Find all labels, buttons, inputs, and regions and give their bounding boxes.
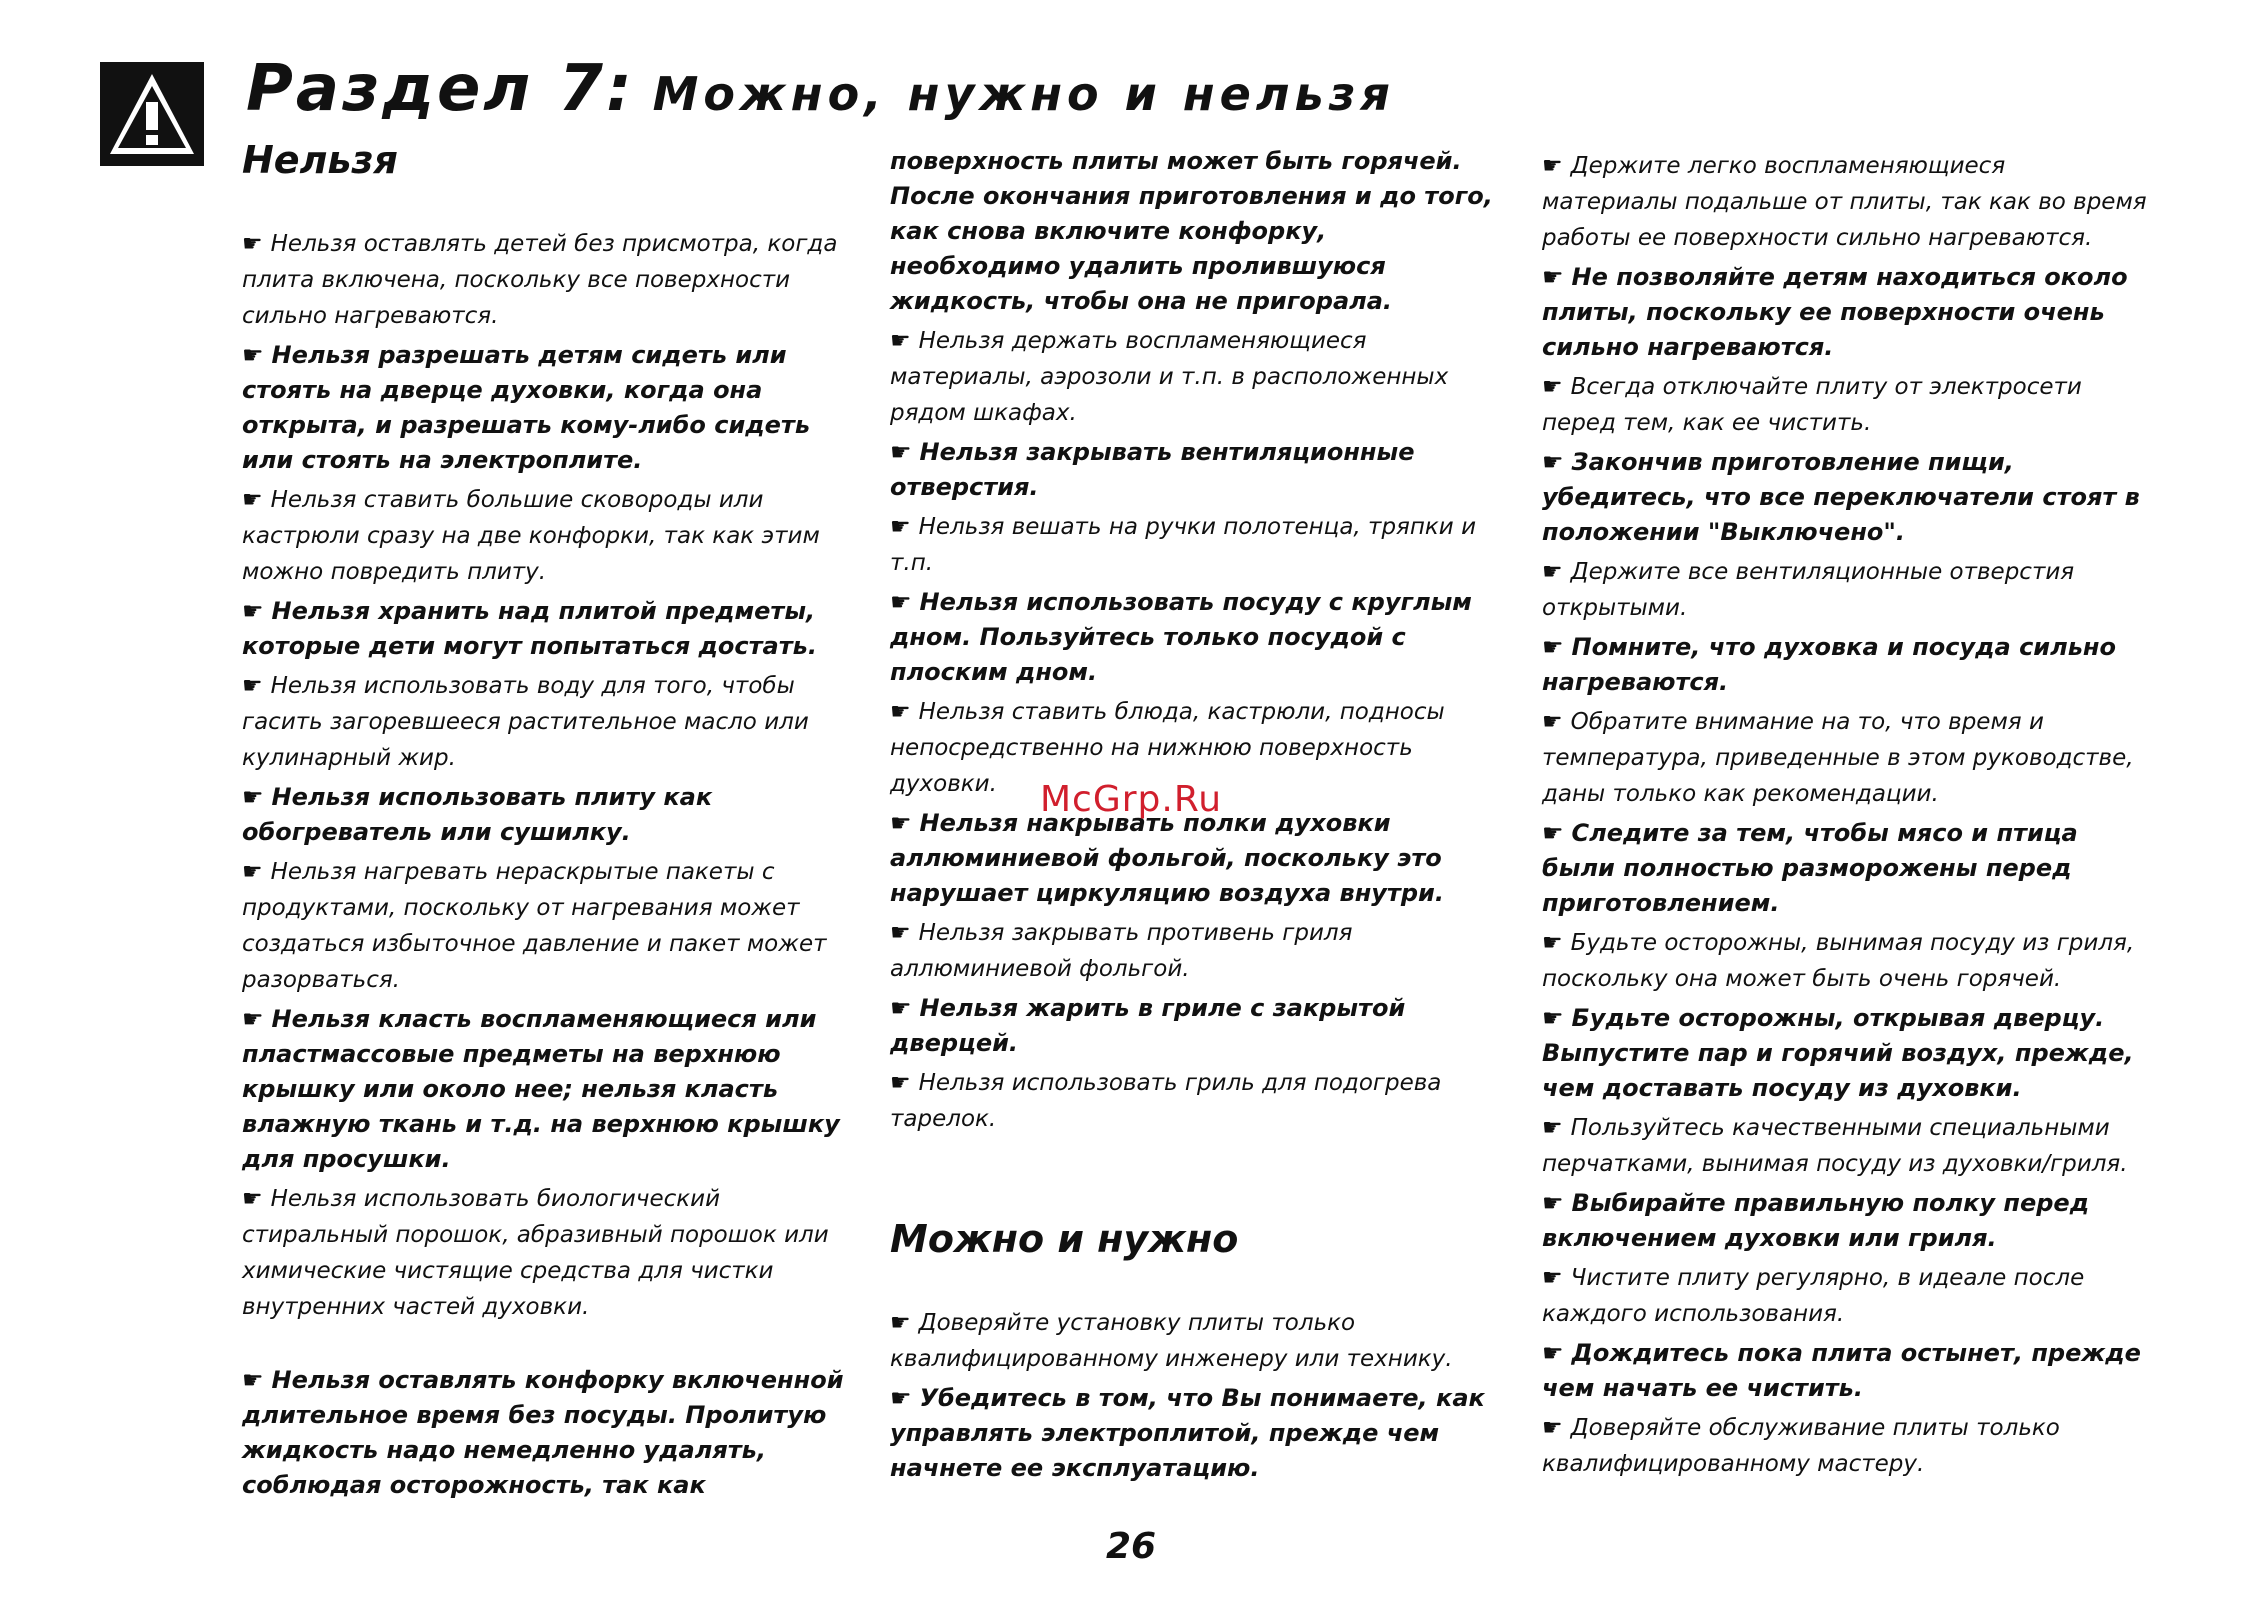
pointing-hand-icon: ☛: [890, 699, 911, 725]
list-item: ☛ Нельзя закрывать противень гриля аллюминиевой фольгой.: [890, 920, 1353, 982]
pointing-hand-icon: ☛: [242, 673, 263, 699]
continued-text: поверхность плиты может быть горячей. После окончания приготовления и до того, как снова включите конфорку, необходимо удалить пролившуюся жидкость, чтобы она не пригорала.: [890, 147, 1493, 315]
list-item: ☛ Держите легко воспламеняющиеся материалы подальше от плиты, так как во время работы ее поверхности сильно нагреваются.: [1542, 153, 2147, 251]
pointing-hand-icon: ☛: [890, 1070, 911, 1096]
pointing-hand-icon: ☛: [890, 588, 912, 616]
section-heading-nelzya: Нельзя: [242, 138, 398, 182]
list-item: ☛ Следите за тем, чтобы мясо и птица были полностью разморожены перед приготовлением.: [1542, 819, 2078, 917]
section-heading-mozhno: Можно и нужно: [890, 1217, 1239, 1261]
list-item: ☛ Нельзя жарить в гриле с закрытой дверцей.: [890, 994, 1406, 1057]
page-header: [246, 52, 1395, 126]
pointing-hand-icon: ☛: [1542, 448, 1564, 476]
pointing-hand-icon: ☛: [890, 994, 912, 1022]
pointing-hand-icon: ☛: [242, 231, 263, 257]
pointing-hand-icon: ☛: [1542, 153, 1563, 179]
list-item: ☛ Нельзя использовать плиту как обогреватель или сушилку.: [242, 783, 713, 846]
column-3: [1542, 148, 2147, 1486]
list-item: ☛ Нельзя оставлять конфорку включенной длительное время без посуды. Пролитую жидкость надо немедленно удалять, соблюдая осторожность, так как: [242, 1366, 844, 1499]
pointing-hand-icon: ☛: [1542, 1189, 1564, 1217]
list-item: ☛ Нельзя оставлять детей без присмотра, когда плита включена, поскольку все поверхности сильно нагреваются.: [242, 231, 838, 329]
pointing-hand-icon: ☛: [1542, 1415, 1563, 1441]
pointing-hand-icon: ☛: [890, 809, 912, 837]
section-title: Можно, нужно и нельзя: [652, 67, 1395, 121]
list-item: ☛ Нельзя ставить большие сковороды или кастрюли сразу на две конфорки, так как этим можно повредить плиту.: [242, 487, 820, 585]
list-item: ☛ Нельзя закрывать вентиляционные отверстия.: [890, 438, 1415, 501]
list-item: ☛ Всегда отключайте плиту от электросети перед тем, как ее чистить.: [1542, 374, 2082, 436]
pointing-hand-icon: ☛: [890, 514, 911, 540]
column-1: [242, 138, 847, 1507]
pointing-hand-icon: ☛: [1542, 1004, 1564, 1032]
list-item: ☛ Доверяйте установку плиты только квалифицированному инженеру или технику.: [890, 1310, 1453, 1372]
list-item: ☛ Выбирайте правильную полку перед включением духовки или гриля.: [1542, 1189, 2090, 1252]
list-item: ☛ Пользуйтесь качественными специальными перчатками, вынимая посуду из духовки/гриля.: [1542, 1115, 2128, 1177]
list-item: ☛ Обратите внимание на то, что время и температура, приведенные в этом руководстве, даны только как рекомендации.: [1542, 709, 2134, 807]
list-item: ☛ Нельзя использовать гриль для подогрева тарелок.: [890, 1070, 1442, 1132]
list-item: ☛ Нельзя хранить над плитой предметы, которые дети могут попытаться достать.: [242, 597, 817, 660]
pointing-hand-icon: ☛: [1542, 930, 1563, 956]
page-number: 26: [1106, 1526, 1157, 1567]
list-item: ☛ Дождитесь пока плита остынет, прежде чем начать ее чистить.: [1542, 1339, 2141, 1402]
pointing-hand-icon: ☛: [890, 920, 911, 946]
list-item: ☛ Нельзя использовать посуду с круглым дном. Пользуйтесь только посудой с плоским дном.: [890, 588, 1472, 686]
pointing-hand-icon: ☛: [1542, 1339, 1564, 1367]
pointing-hand-icon: ☛: [242, 1186, 263, 1212]
pointing-hand-icon: ☛: [242, 859, 263, 885]
section-number: Раздел 7:: [246, 52, 635, 126]
list-item: ☛ Нельзя вешать на ручки полотенца, тряпки и т.п.: [890, 514, 1477, 576]
list-item: ☛ Не позволяйте детям находиться около плиты, поскольку ее поверхности очень сильно нагреваются.: [1542, 263, 2128, 361]
list-item: ☛ Чистите плиту регулярно, в идеале после каждого использования.: [1542, 1265, 2085, 1327]
list-item: ☛ Нельзя накрывать полки духовки аллюминиевой фольгой, поскольку это нарушает циркуляцию воздуха внутри.: [890, 809, 1444, 907]
list-item: ☛ Будьте осторожны, открывая дверцу. Выпустите пар и горячий воздух, прежде, чем доставать посуду из духовки.: [1542, 1004, 2134, 1102]
list-item: ☛ Помните, что духовка и посуда сильно нагреваются.: [1542, 633, 2116, 696]
pointing-hand-icon: ☛: [242, 487, 263, 513]
list-item: ☛ Нельзя держать воспламеняющиеся материалы, аэрозоли и т.п. в расположенных рядом шкафах.: [890, 328, 1449, 426]
pointing-hand-icon: ☛: [1542, 709, 1563, 735]
pointing-hand-icon: ☛: [242, 597, 264, 625]
pointing-hand-icon: ☛: [1542, 374, 1563, 400]
pointing-hand-icon: ☛: [890, 438, 912, 466]
warning-icon: [100, 62, 204, 166]
list-item: ☛ Будьте осторожны, вынимая посуду из гриля, поскольку она может быть очень горячей.: [1542, 930, 2135, 992]
pointing-hand-icon: ☛: [890, 1384, 912, 1412]
list-item: ☛ Нельзя разрешать детям сидеть или стоять на дверце духовки, когда она открыта, и разрешать кому-либо сидеть или стоять на электроплите.: [242, 341, 811, 474]
list-item: ☛ Закончив приготовление пищи, убедитесь, что все переключатели стоят в положении "Выключено".: [1542, 448, 2140, 546]
pointing-hand-icon: ☛: [1542, 1265, 1563, 1291]
list-item: ☛ Нельзя использовать воду для того, чтобы гасить загоревшееся растительное масло или кулинарный жир.: [242, 673, 809, 771]
list-item: ☛ Нельзя нагревать нераскрытые пакеты с продуктами, поскольку от нагревания может создаться избыточное давление и пакет может разорваться.: [242, 859, 827, 993]
pointing-hand-icon: ☛: [242, 1366, 264, 1394]
pointing-hand-icon: ☛: [242, 341, 264, 369]
pointing-hand-icon: ☛: [1542, 1115, 1563, 1141]
pointing-hand-icon: ☛: [1542, 559, 1563, 585]
list-item: ☛ Доверяйте обслуживание плиты только квалифицированному мастеру.: [1542, 1415, 2060, 1477]
pointing-hand-icon: ☛: [1542, 633, 1564, 661]
watermark: McGrp.Ru: [1040, 779, 1223, 820]
list-item: ☛ Нельзя класть воспламеняющиеся или пластмассовые предметы на верхнюю крышку или около нее; нельзя класть влажную ткань и т.д. на верхнюю крышку для просушки.: [242, 1005, 840, 1173]
list-item: ☛ Держите все вентиляционные отверстия открытыми.: [1542, 559, 2075, 621]
list-item: ☛ Нельзя использовать биологический стиральный порошок, абразивный порошок или химические чистящие средства для чистки внутренних частей духовки.: [242, 1186, 829, 1320]
pointing-hand-icon: ☛: [1542, 263, 1564, 291]
list-item: ☛ Нельзя ставить блюда, кастрюли, подносы непосредственно на нижнюю поверхность духовки.: [890, 699, 1445, 797]
pointing-hand-icon: ☛: [890, 1310, 911, 1336]
pointing-hand-icon: ☛: [242, 1005, 264, 1033]
pointing-hand-icon: ☛: [1542, 819, 1564, 847]
pointing-hand-icon: ☛: [890, 328, 911, 354]
pointing-hand-icon: ☛: [242, 783, 264, 811]
list-item: ☛ Убедитесь в том, что Вы понимаете, как управлять электроплитой, прежде чем начнете ее эксплуатацию.: [890, 1384, 1485, 1482]
